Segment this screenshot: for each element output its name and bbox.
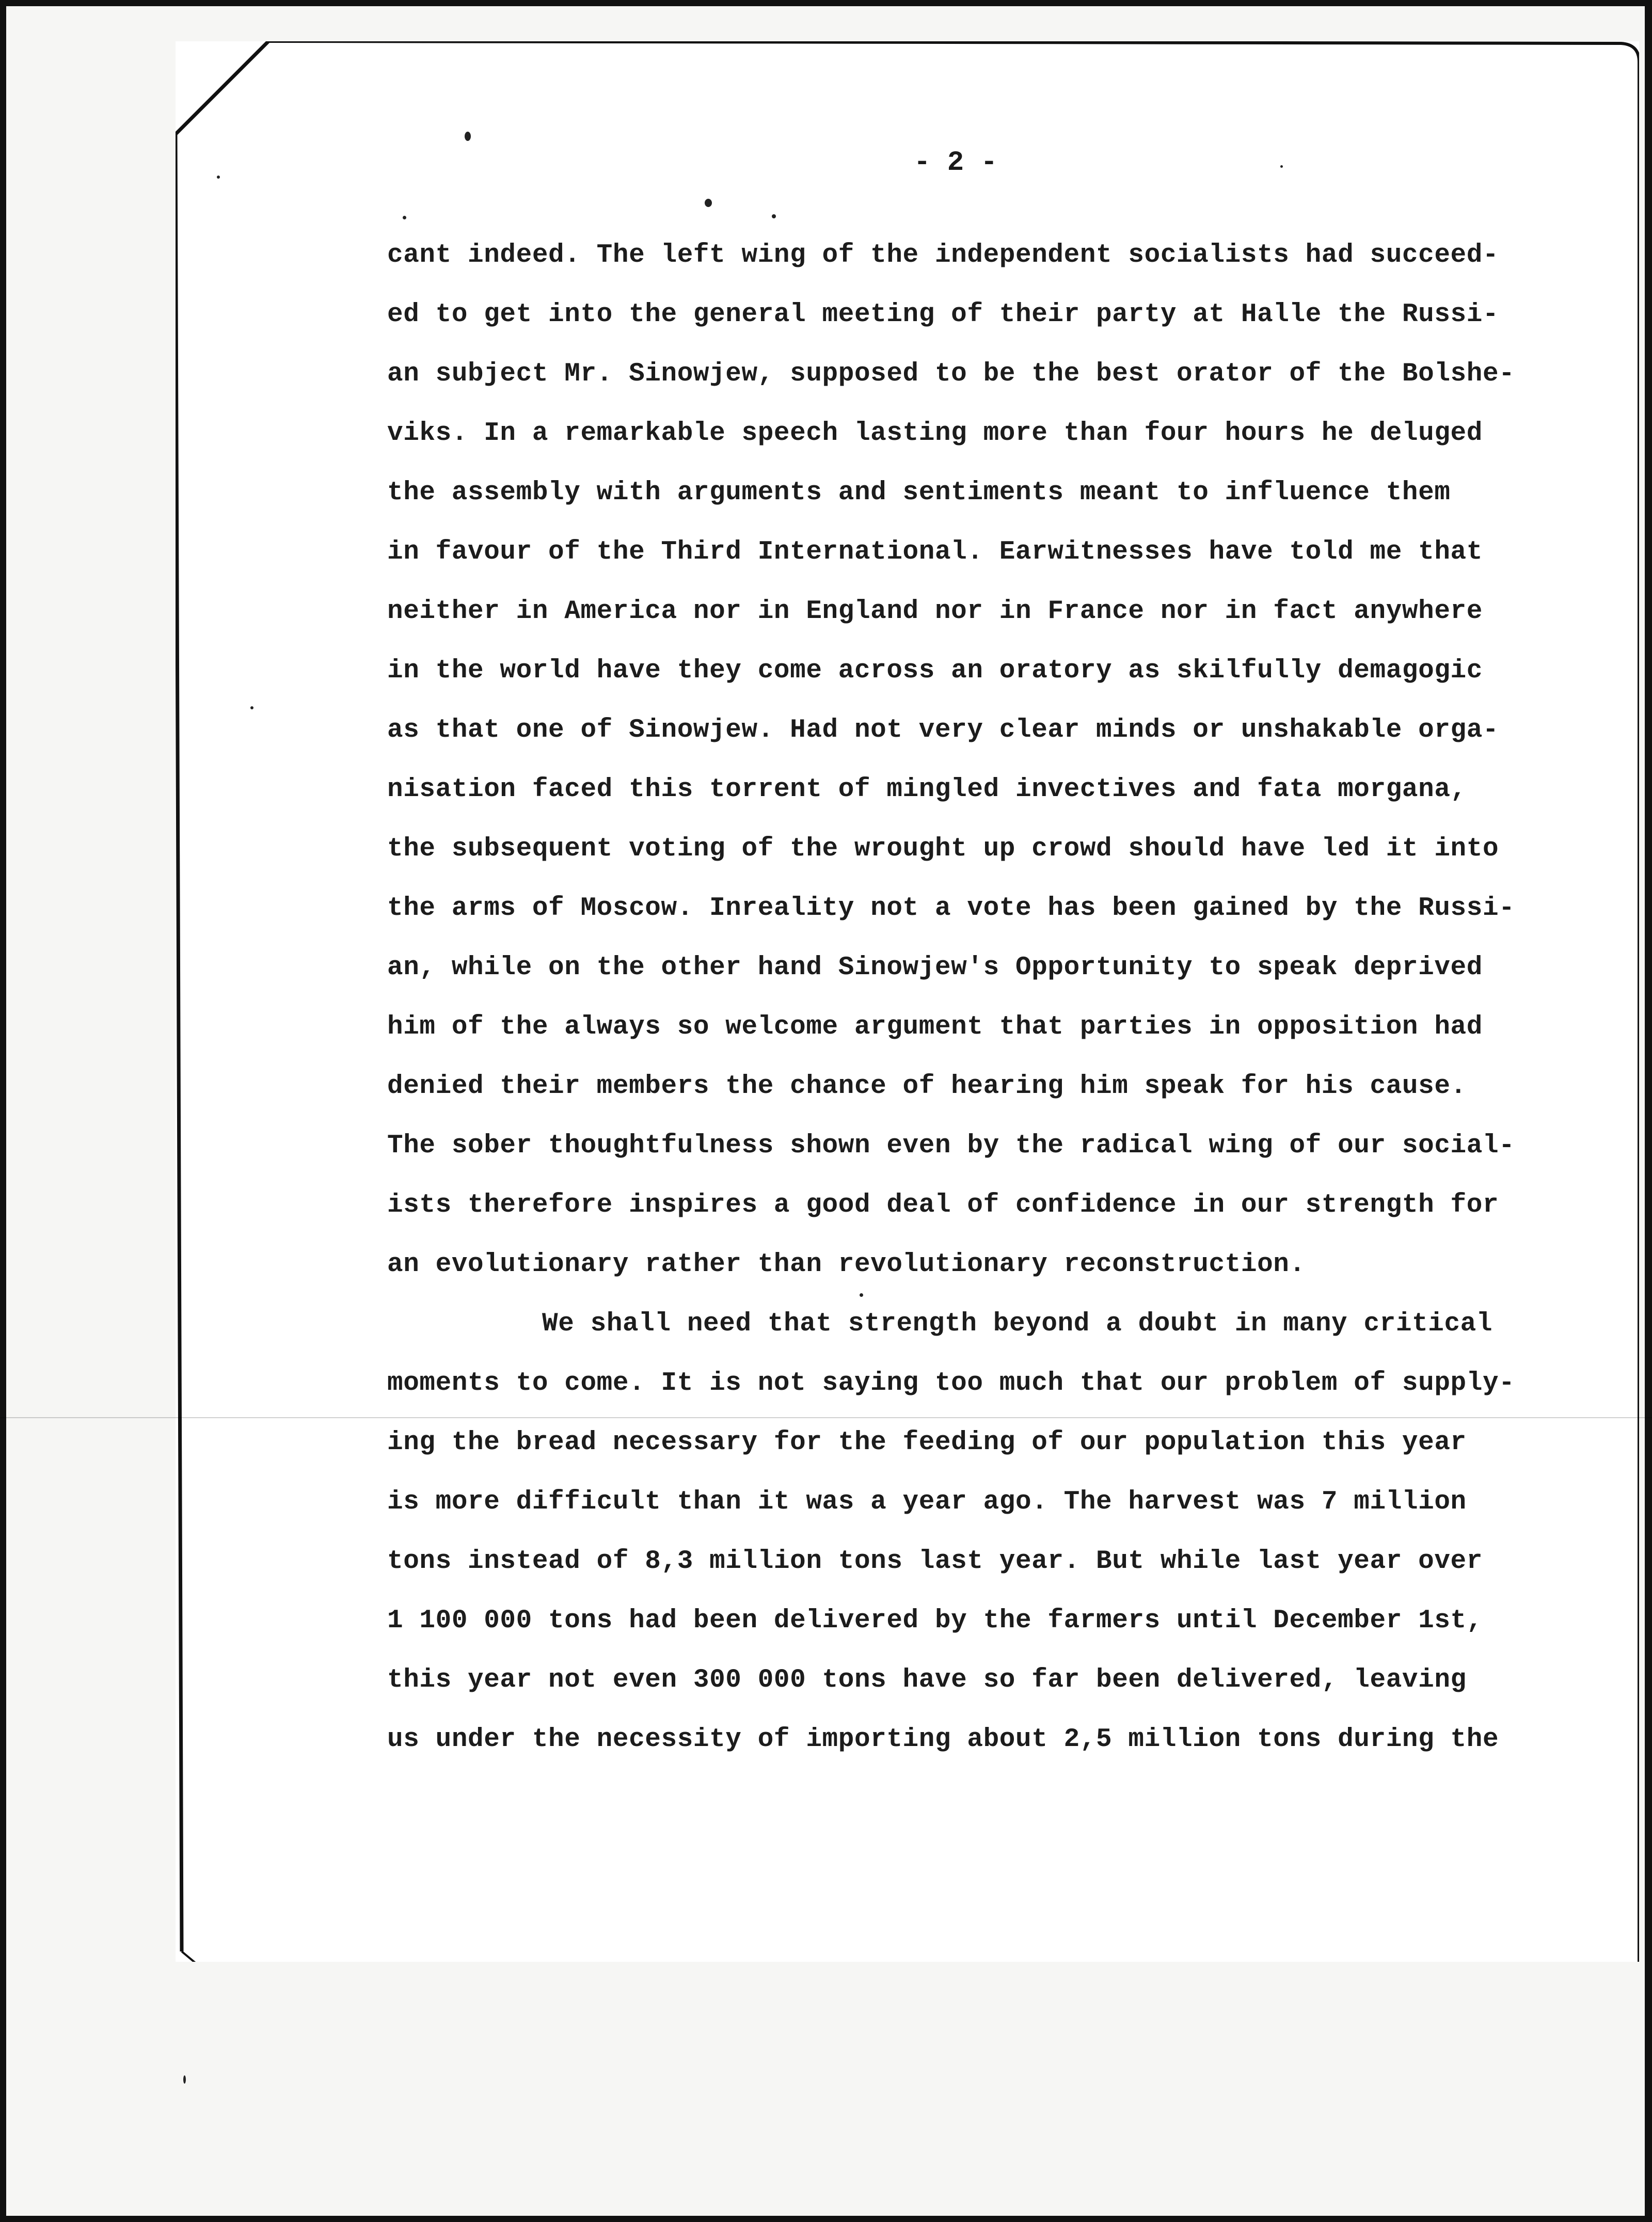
text-line-11: the subsequent voting of the wrought up crowd should have led it into <box>387 834 1499 864</box>
speck <box>217 176 220 179</box>
speck <box>705 199 712 207</box>
page-number: - 2 - <box>914 147 998 179</box>
text-line-18: an evolutionary rather than revolutionary reconstruction. <box>387 1250 1306 1279</box>
fold-line <box>0 1417 1652 1418</box>
text-line-23: tons instead of 8,3 million tons last year. But while last year over <box>387 1547 1483 1576</box>
text-line-20: moments to come. It is not saying too much that our problem of supply- <box>387 1369 1515 1398</box>
text-line-13: an, while on the other hand Sinowjew's Opportunity to speak deprived <box>387 953 1483 982</box>
text-line-17: ists therefore inspires a good deal of confidence in our strength for <box>387 1191 1499 1220</box>
text-line-12: the arms of Moscow. Inreality not a vote has been gained by the Russi- <box>387 894 1515 923</box>
speck <box>403 216 406 219</box>
text-line-15: denied their members the chance of hearing him speak for his cause. <box>387 1072 1467 1101</box>
text-line-24: 1 100 000 tons had been delivered by the farmers until December 1st, <box>387 1606 1483 1636</box>
text-line-8: in the world have they come across an oratory as skilfully demagogic <box>387 656 1483 686</box>
text-line-21: ing the bread necessary for the feeding of our population this year <box>387 1428 1467 1457</box>
text-line-16: The sober thoughtfulness shown even by the radical wing of our social- <box>387 1131 1515 1161</box>
speck <box>860 1293 863 1297</box>
text-line-7: neither in America nor in England nor in France nor in fact anywhere <box>387 597 1483 626</box>
text-line-5: the assembly with arguments and sentiments meant to influence them <box>387 478 1451 507</box>
text-line-19: We shall need that strength beyond a doubt in many critical <box>542 1309 1493 1339</box>
scan-edge-bottom <box>0 2216 1652 2222</box>
text-line-4: viks. In a remarkable speech lasting more than four hours he deluged <box>387 419 1483 448</box>
text-line-14: him of the always so welcome argument that parties in opposition had <box>387 1012 1483 1042</box>
speck <box>772 214 776 218</box>
text-line-10: nisation faced this torrent of mingled invectives and fata morgana, <box>387 775 1467 804</box>
text-line-6: in favour of the Third International. Earwitnesses have told me that <box>387 537 1483 567</box>
scan-edge-left <box>0 0 6 2222</box>
speck <box>1280 165 1283 168</box>
scan-edge-top <box>0 0 1652 6</box>
text-line-3: an subject Mr. Sinowjew, supposed to be the best orator of the Bolshe- <box>387 359 1515 389</box>
speck <box>250 706 253 709</box>
speck <box>183 2075 186 2084</box>
text-line-9: as that one of Sinowjew. Had not very clear minds or unshakable orga- <box>387 716 1499 745</box>
speck <box>465 132 471 141</box>
text-line-1: cant indeed. The left wing of the independent socialists had succeed- <box>387 241 1499 270</box>
scan-edge-right <box>1645 0 1652 2222</box>
text-line-2: ed to get into the general meeting of their party at Halle the Russi- <box>387 300 1499 329</box>
text-line-22: is more difficult than it was a year ago. The harvest was 7 million <box>387 1487 1467 1517</box>
text-line-25: this year not even 300 000 tons have so far been delivered, leaving <box>387 1665 1467 1695</box>
text-line-26: us under the necessity of importing about 2,5 million tons during the <box>387 1725 1499 1754</box>
